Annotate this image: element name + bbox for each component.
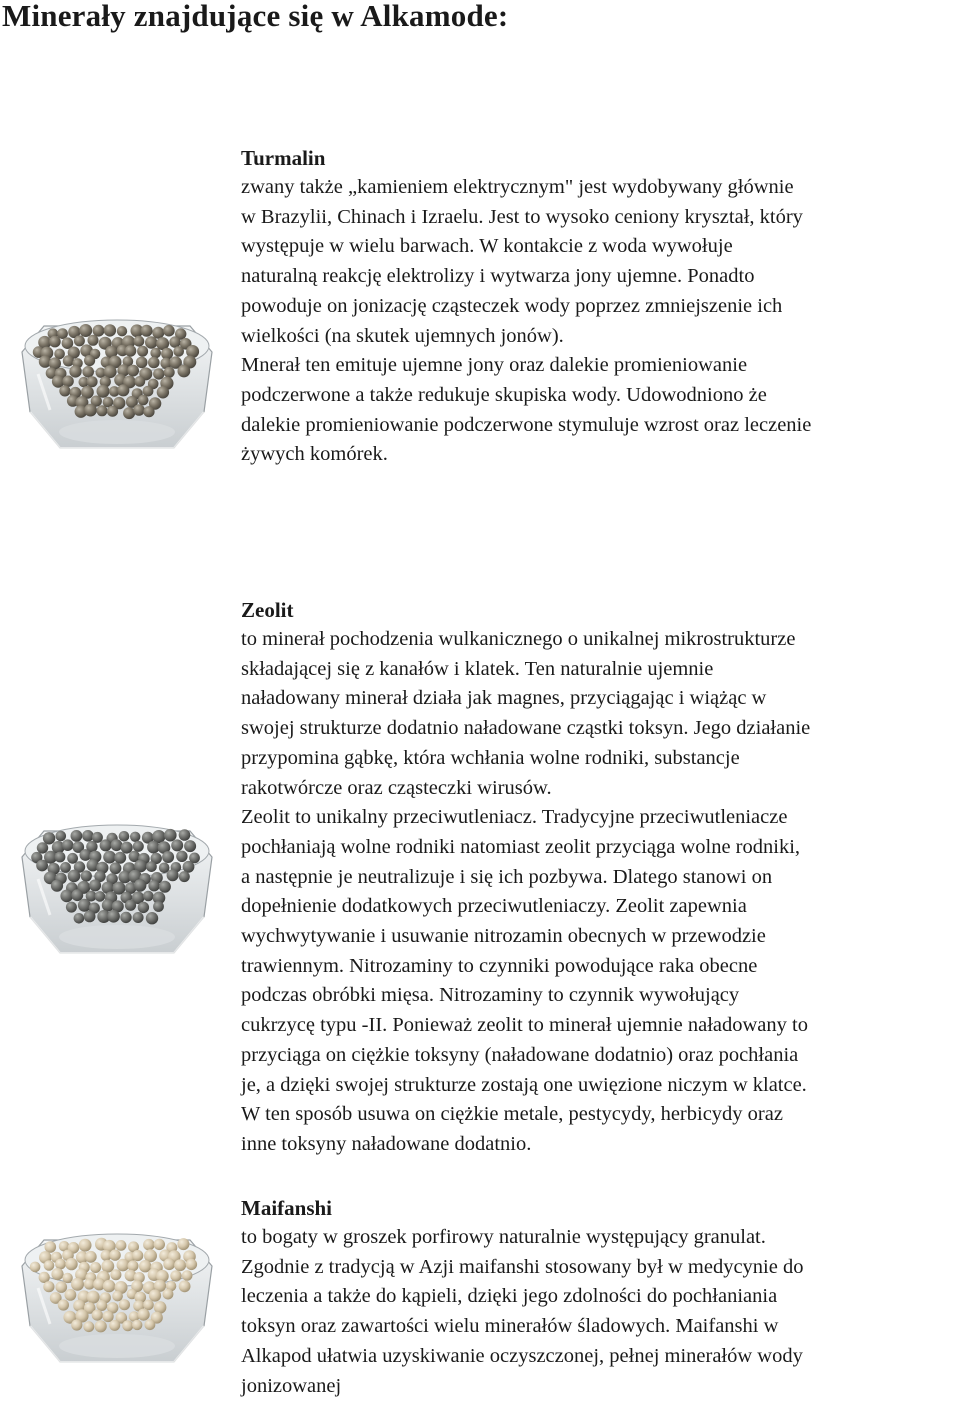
text-line: rakotwórcze oraz cząsteczki wirusów. <box>241 776 552 799</box>
mineral-bead <box>132 1320 142 1330</box>
section-body <box>241 625 960 1160</box>
mineral-bead <box>79 1239 92 1252</box>
mineral-bead <box>103 1311 114 1322</box>
mineral-bead <box>110 1269 121 1280</box>
mineral-bead <box>84 355 95 366</box>
mineral-bead <box>179 1280 191 1292</box>
mineral-bead <box>62 1273 72 1283</box>
mineral-bead <box>130 832 140 842</box>
text-line: podczerwone a także redukuje skupiska wody. Udowodniono że <box>241 383 767 406</box>
mineral-bead <box>68 870 81 883</box>
mineral-bead <box>127 365 139 377</box>
mineral-bead <box>71 889 83 901</box>
mineral-bead <box>174 1259 186 1271</box>
text-line: swojej strukturze dodatnio naładowane cząstki toksyn. Jego działanie <box>241 717 811 740</box>
mineral-bead <box>67 853 78 864</box>
mineral-bead <box>111 839 123 851</box>
mineral-bead <box>183 861 195 873</box>
mineral-bead <box>117 384 129 396</box>
text-line: powoduje on jonizację cząsteczek wody poprzez zmniejszenie ich <box>241 294 783 317</box>
section-turmalin <box>241 143 960 470</box>
mineral-bead <box>96 1300 107 1311</box>
text-line: składającej się z kanałów i klatek. Ten naturalnie ujemnie <box>241 657 714 680</box>
text-line: to bogaty w groszek porfirowy naturalnie występujący granulat. <box>241 1226 766 1248</box>
mineral-bead <box>133 404 145 416</box>
section-heading: Zeolit <box>241 598 294 622</box>
mineral-bead <box>84 911 96 923</box>
mineral-bead <box>107 910 120 923</box>
mineral-bead <box>148 357 160 369</box>
mineral-bead <box>148 880 159 891</box>
mineral-bead <box>184 840 196 852</box>
text-line: przyciąga on ciężkie toksyny (naładowane dodatnio) oraz pochłania <box>241 1043 799 1066</box>
mineral-bead <box>103 1280 116 1293</box>
text-line: wielkości (na skutek ujemnych jonów). <box>241 324 564 347</box>
mineral-bead <box>143 406 154 417</box>
mineral-bead <box>37 842 48 853</box>
mineral-bead <box>143 386 154 397</box>
mineral-bead <box>60 862 71 873</box>
mineral-bead <box>134 336 145 347</box>
mineral-bead <box>65 1258 77 1270</box>
mineral-bead <box>104 324 116 336</box>
mineral-bead <box>159 863 170 874</box>
mineral-bead <box>81 870 92 881</box>
mineral-bead <box>85 1251 97 1263</box>
mineral-bead <box>87 376 98 387</box>
mineral-bead <box>146 912 158 924</box>
mineral-bead <box>177 1238 189 1250</box>
page-title: Minerały znajdujące się w Alkamode: <box>2 0 509 33</box>
mineral-bead <box>182 1270 193 1281</box>
mineral-bead <box>110 862 122 874</box>
mineral-bead <box>117 1259 130 1272</box>
mineral-bead <box>103 851 116 864</box>
mineral-bead <box>153 368 164 379</box>
mineral-bead <box>128 1260 139 1271</box>
mineral-bead <box>62 376 73 387</box>
mineral-bead <box>173 346 184 357</box>
mineral-bead <box>89 879 101 891</box>
mineral-bead <box>114 852 126 864</box>
mineral-bead <box>88 335 99 346</box>
text-line: w Brazylii, Chinach i Izraelu. Jest to wysoko ceniony kryształ, który <box>241 205 803 228</box>
text-line: cukrzycę typu -II. Ponieważ zeolit to minerał ujemnie naładowany to <box>241 1014 808 1037</box>
mineral-bead <box>143 1239 155 1251</box>
mineral-bead <box>179 829 191 841</box>
mineral-bead <box>133 841 144 852</box>
mineral-bead <box>55 1259 66 1270</box>
section-body <box>241 173 960 470</box>
mineral-bead <box>164 829 177 842</box>
mineral-bead <box>146 861 157 872</box>
mineral-bead <box>145 1319 156 1330</box>
mineral-bead <box>49 336 61 348</box>
mineral-bead <box>119 831 130 842</box>
mineral-bead <box>117 326 127 336</box>
text-line: przypomina gąbkę, która wchłania wolne rodniki, substancje <box>241 746 740 769</box>
turmalin-bowl-image <box>4 282 230 460</box>
mineral-bead <box>143 891 154 902</box>
mineral-bead <box>100 839 112 851</box>
text-line: toksyn oraz zawartości wielu minerałów śladowych. Maifanshi w <box>241 1315 779 1338</box>
mineral-bead <box>56 1281 68 1293</box>
mineral-bead <box>122 1320 133 1331</box>
mineral-bead <box>179 871 190 882</box>
mineral-bead <box>82 830 94 842</box>
text-line: leczenia a także do kąpieli, dzięki jego zdolności do pochłaniania <box>241 1285 778 1308</box>
section-zeolit <box>241 595 960 1160</box>
zeolit-bowl-image <box>4 787 230 965</box>
section-body <box>241 1223 960 1401</box>
text-line: Zeolit to unikalny przeciwutleniacz. Tradycyjne przeciwutleniacze <box>241 806 788 829</box>
mineral-bead <box>125 345 137 357</box>
mineral-bead <box>152 327 164 339</box>
mineral-bead <box>159 881 171 893</box>
section-maifanshi <box>241 1193 960 1401</box>
mineral-bead <box>145 336 157 348</box>
mineral-bead <box>74 335 85 346</box>
text-line: trawiennym. Nitrozaminy to czynniki powodujące raka obecne <box>241 954 758 977</box>
mineral-bead <box>163 325 175 337</box>
mineral-bead <box>157 386 169 398</box>
mineral-bead <box>134 879 147 892</box>
mineral-bead <box>121 842 133 854</box>
mineral-bead <box>167 869 179 881</box>
mineral-bead <box>45 1241 57 1253</box>
mineral-bead <box>59 385 70 396</box>
mineral-bead <box>74 913 85 924</box>
mineral-bead <box>71 830 83 842</box>
section-heading: Maifanshi <box>241 1196 333 1220</box>
mineral-bead <box>65 1289 77 1301</box>
mineral-bead <box>150 348 161 359</box>
text-line: Zgodnie z tradycją w Azji maifanshi stosowany był w medycynie do <box>241 1255 804 1278</box>
mineral-bead <box>55 852 66 863</box>
mineral-bead <box>171 839 183 851</box>
mineral-bead <box>138 902 149 913</box>
mineral-bead <box>163 1289 174 1300</box>
mineral-bead <box>153 901 164 912</box>
text-line: a następnie je neutralizuje i się ich pozbywa. Dlatego stanowi on <box>241 865 773 888</box>
mineral-bead <box>154 1239 165 1250</box>
text-line: naturalną reakcję elektrolizy i wytwarza jony ujemne. Ponadto <box>241 265 755 288</box>
mineral-bead <box>58 1299 69 1310</box>
text-line: naładowany minerał działa jak magnes, przyciągając i wiążąc w <box>241 687 767 710</box>
mineral-bead <box>97 385 110 398</box>
text-line: Mnerał ten emituje ujemne jony oraz dalekie promieniowanie <box>241 354 748 377</box>
mineral-bead <box>71 1319 82 1330</box>
mineral-bead <box>134 376 145 387</box>
mineral-bead <box>30 1262 41 1273</box>
mineral-bead <box>97 405 108 416</box>
mineral-bead <box>107 406 118 417</box>
mineral-bead <box>163 1258 175 1270</box>
mineral-bead <box>162 851 174 863</box>
maifanshi-bowl-image <box>4 1196 230 1374</box>
mineral-bead <box>178 365 191 378</box>
mineral-bead <box>79 324 92 337</box>
mineral-bead <box>56 831 67 842</box>
mineral-bead <box>132 1250 143 1261</box>
text-line: dopełnienie dodatkowych przeciwutleniaczy. Zeolit zapewnia <box>241 895 747 918</box>
mineral-bead <box>170 1270 181 1281</box>
mineral-bead <box>138 1309 150 1321</box>
mineral-bead <box>120 912 131 923</box>
mineral-bead <box>112 1291 123 1302</box>
text-line: Alkapod ułatwia uzyskiwanie oczyszczonej, pełnej minerałów wody <box>241 1344 803 1367</box>
section-heading: Turmalin <box>241 146 326 170</box>
mineral-bead <box>60 890 73 903</box>
mineral-bead <box>66 902 77 913</box>
mineral-bead <box>141 325 153 337</box>
mineral-bead <box>82 366 94 378</box>
mineral-bead <box>95 1320 107 1332</box>
mineral-bead <box>83 1321 94 1332</box>
mineral-bead <box>51 1268 63 1280</box>
mineral-bead <box>95 891 106 902</box>
mineral-bead <box>149 1289 161 1301</box>
text-line: żywych komórek. <box>241 443 388 466</box>
mineral-bead <box>43 832 55 844</box>
bowl-base <box>59 1334 175 1358</box>
mineral-bead <box>109 1249 120 1260</box>
mineral-bead <box>169 336 180 347</box>
mineral-bead <box>125 900 136 911</box>
mineral-bead <box>51 880 63 892</box>
mineral-bead <box>69 365 81 377</box>
text-line: wychwytywanie i usuwanie nitrozamin obecnych w przewodzie <box>241 925 766 948</box>
text-line: pochłaniają wolne rodniki natomiast zeolit przyciąga wolne rodniki, <box>241 835 801 858</box>
text-line: to minerał pochodzenia wulkanicznego o unikalnej mikrostrukturze <box>241 628 796 650</box>
text-line: zwany także „kamieniem elektrycznym" jest wydobywany głównie <box>241 176 794 198</box>
mineral-bead <box>116 1240 127 1251</box>
mineral-bead <box>71 1278 84 1291</box>
mineral-bead <box>92 1310 103 1321</box>
mineral-bead <box>90 1262 101 1273</box>
text-line: jonizowanej <box>241 1374 342 1397</box>
mineral-bead <box>93 325 105 337</box>
text-line: podczas obróbki mięsa. Nitrozaminy to czynnik wywołujący <box>241 984 740 1007</box>
bowl-base <box>59 925 175 949</box>
mineral-bead <box>62 839 74 851</box>
bowl-base <box>59 420 175 444</box>
mineral-bead <box>133 912 144 923</box>
text-line: je, a dzięki swojej strukturze zostają one uwięzione niczym w klatce. <box>241 1073 807 1096</box>
mineral-bead <box>36 860 48 872</box>
mineral-bead <box>84 404 97 417</box>
mineral-bead <box>136 357 148 369</box>
text-line: inne toksyny naładowane dodatnio. <box>241 1132 532 1155</box>
mineral-bead <box>138 395 149 406</box>
mineral-bead <box>44 1260 55 1271</box>
mineral-bead <box>123 407 135 419</box>
text-line: występuje w wielu barwach. W kontakcie z woda wywołuje <box>241 235 733 258</box>
mineral-bead <box>186 1259 197 1270</box>
mineral-bead <box>109 1320 120 1331</box>
text-line: dalekie promieniowanie podczerwone stymuluje wzrost oraz leczenie <box>241 413 812 436</box>
mineral-bead <box>176 851 187 862</box>
mineral-bead <box>78 899 91 912</box>
text-line: W ten sposób usuwa on ciężkie metale, pestycydy, herbicydy oraz <box>241 1103 783 1126</box>
mineral-bead <box>87 1291 100 1304</box>
mineral-bead <box>119 1299 130 1310</box>
mineral-bead <box>143 1300 154 1311</box>
mineral-bead <box>63 355 74 366</box>
mineral-bead <box>43 1281 54 1292</box>
mineral-bead <box>137 346 148 357</box>
mineral-bead <box>164 367 175 378</box>
